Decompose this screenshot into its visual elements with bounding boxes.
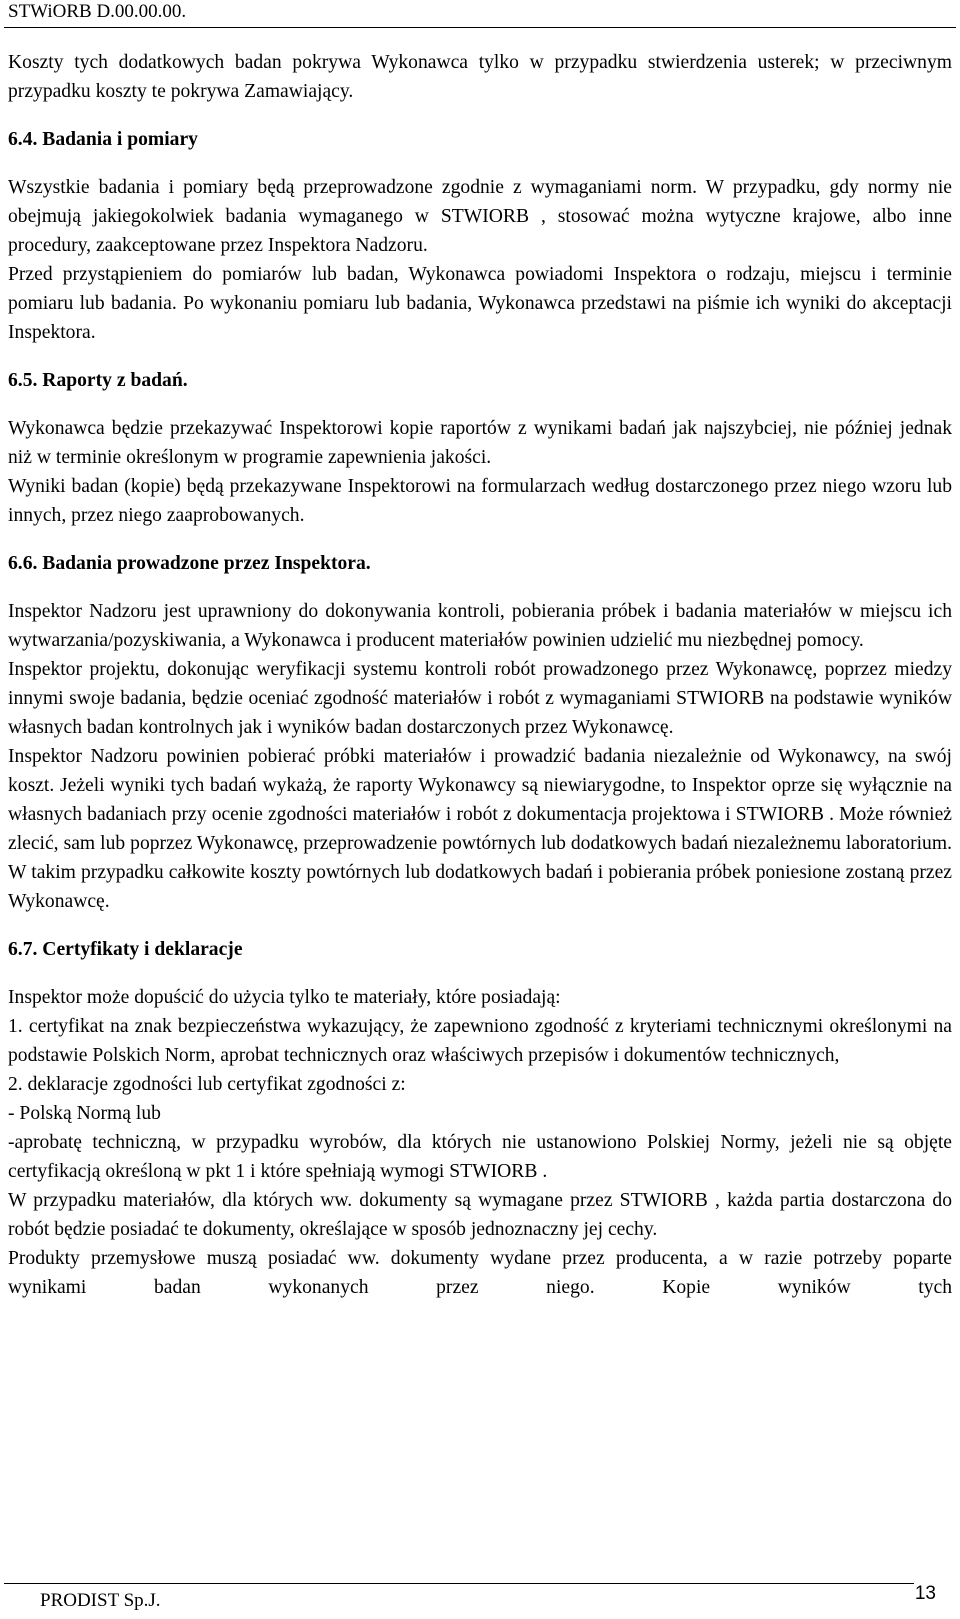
header-rule (4, 27, 956, 28)
section-heading-6-7: 6.7. Certyfikaty i deklaracje (8, 939, 243, 960)
footer-rule (4, 1583, 914, 1584)
list-item: 2. deklaracje zgodności lub certyfikat zgodności z: (8, 1074, 406, 1095)
paragraph: Przed przystąpieniem do pomiarów lub badan, Wykonawca powiadomi Inspektora o rodzaju, miejscu i terminie pomiaru lub badania. Po wykonaniu pomiaru lub badania, Wykonawca przedstawi na piśmie ich wyniki do akceptacji Inspektora. (8, 264, 952, 343)
paragraph: Wszystkie badania i pomiary będą przeprowadzone zgodnie z wymaganiami norm. W przypadku, gdy normy nie obejmują jakiegokolwiek badania wymaganego w STWIORB , stosować można wytyczne krajowe, albo inne procedury, zaakceptowane przez Inspektora Nadzoru. (8, 177, 952, 256)
section-heading-6-4: 6.4. Badania i pomiary (8, 129, 198, 150)
paragraph: Inspektor Nadzoru powinien pobierać próbki materiałów i prowadzić badania niezależnie od Wykonawcy, na swój koszt. Jeżeli wyniki tych badań wykażą, że raporty Wykonawcy są niewiarygodne, to Inspektor oprze się wyłącznie na własnych badaniach przy ocenie zgodności materiałów i robót z dokumentacja projektowa i STWIORB . Może również zlecić, sam lub poprzez Wykonawcę, przeprowadzenie powtórnych lub dodatkowych badań niezależnemu laboratorium. W takim przypadku całkowite koszty powtórnych lub dodatkowych badań i pobierania próbek poniesione zostaną przez Wykonawcę. (8, 746, 952, 912)
section-heading-6-6: 6.6. Badania prowadzone przez Inspektora. (8, 553, 371, 574)
paragraph: Inspektor może dopuścić do użycia tylko te materiały, które posiadają: (8, 987, 561, 1008)
paragraph: W przypadku materiałów, dla których ww. dokumenty są wymagane przez STWIORB , każda partia dostarczona do robót będzie posiadać te dokumenty, określające w sposób jednoznaczny jej cechy. (8, 1190, 952, 1240)
paragraph: Wykonawca będzie przekazywać Inspektorowi kopie raportów z wynikami badań jak najszybciej, nie później jednak niż w terminie określonym w programie zapewnienia jakości. (8, 418, 952, 468)
paragraph: Produkty przemysłowe muszą posiadać ww. dokumenty wydane przez producenta, a w razie potrzeby poparte wynikami badan wykonanych przez niego. Kopie wyników tych (8, 1248, 952, 1298)
section-heading-6-5: 6.5. Raporty z badań. (8, 370, 188, 391)
paragraph: Inspektor projektu, dokonując weryfikacji systemu kontroli robót prowadzonego przez Wykonawcę, poprzez miedzy innymi swoje badania, będzie oceniać zgodność materiałów i robót z wymaganiami STWIORB na podstawie wyników własnych badan kontrolnych jak i wyników badan dostarczonych przez Wykonawcę. (8, 659, 952, 738)
paragraph: Wyniki badan (kopie) będą przekazywane Inspektorowi na formularzach według dostarczonego przez niego wzoru lub innych, przez niego zaaprobowanych. (8, 476, 952, 526)
list-item: - Polską Normą lub (8, 1103, 161, 1124)
list-item: 1. certyfikat na znak bezpieczeństwa wykazujący, że zapewniono zgodność z kryteriami technicznymi określonymi na podstawie Polskich Norm, aprobat technicznych oraz właściwych przepisów i dokumentów technicznych, (8, 1016, 952, 1066)
document-body (8, 48, 952, 1302)
footer-company: PRODIST Sp.J. (40, 1590, 161, 1611)
page-number: 13 (914, 1583, 936, 1604)
list-item: -aprobatę techniczną, w przypadku wyrobów, dla których nie ustanowiono Polskiej Normy, jeżeli nie są objęte certyfikacją określoną w pkt 1 i które spełniają wymogi STWIORB . (8, 1132, 952, 1182)
paragraph: Inspektor Nadzoru jest uprawniony do dokonywania kontroli, pobierania próbek i badania materiałów w miejscu ich wytwarzania/pozyskiwania, a Wykonawca i producent materiałów powinien udzielić mu niezbędnej pomocy. (8, 601, 952, 651)
running-header: STWiORB D.00.00.00. (8, 1, 187, 22)
paragraph: Koszty tych dodatkowych badan pokrywa Wykonawca tylko w przypadku stwierdzenia usterek; w przeciwnym przypadku koszty te pokrywa Zamawiający. (8, 52, 952, 102)
